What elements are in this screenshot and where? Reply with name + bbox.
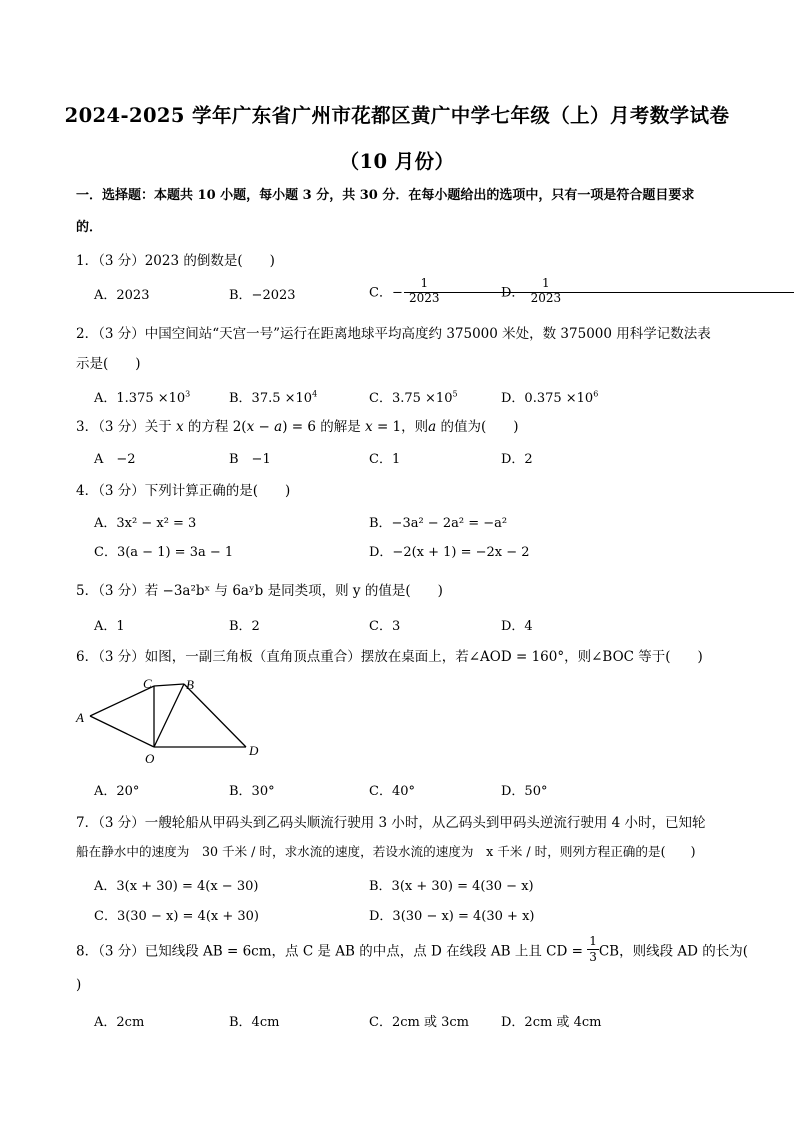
q7-option-c[interactable]: C．3(30 − x) = 4(x + 30) [94, 909, 259, 924]
label-o: O [145, 751, 155, 766]
question-2-stem-cont: 示是( ) [76, 356, 141, 372]
label-a: A [76, 710, 84, 725]
q8-option-d[interactable]: D．2cm 或 4cm [501, 1015, 602, 1030]
q1-option-d[interactable] [501, 276, 563, 306]
q6-option-b[interactable]: B．30° [229, 784, 275, 799]
q5-option-b[interactable]: B．2 [229, 619, 260, 634]
q7-option-b[interactable]: B．3(x + 30) = 4(30 − x) [369, 879, 534, 894]
label-c: C [143, 676, 152, 691]
q3-option-d[interactable]: D．2 [501, 452, 533, 467]
question-7-stem: 7．（3 分）一艘轮船从甲码头到乙码头顺流行驶用 3 小时，从乙码头到甲码头逆流行驶用 4 小时，已知轮 [76, 815, 706, 831]
q8-option-c[interactable]: C．2cm 或 3cm [369, 1015, 469, 1030]
question-8-stem-cont: ) [76, 977, 82, 993]
question-5-stem: 5．（3 分）若 −3a²bˣ 与 6aʸb 是同类项，则 y 的值是( ) [76, 583, 443, 599]
section-heading: 一．选择题：本题共 10 小题，每小题 3 分，共 30 分．在每小题给出的选项中，只有一项是符合题目要求 [76, 188, 695, 203]
q1-option-c-fraction: 1 2023 [408, 276, 440, 305]
q6-option-c[interactable]: C．40° [369, 784, 415, 799]
q2-option-c[interactable]: C．$3.75 \times 10^5$ [369, 389, 458, 406]
q8-fraction: $\frac{1}{3}$ [589, 934, 597, 964]
fraction-rule-line [404, 292, 794, 293]
q3-option-b[interactable]: B −1 [229, 452, 271, 467]
triangle-set-figure [74, 674, 264, 768]
q7-option-d[interactable]: D．3(30 − x) = 4(30 + x) [369, 909, 535, 924]
question-3-stem: 3．（3 分）关于 x 的方程 2(x − a) = 6 的解是 x = 1，则a 的值为( ) [76, 419, 519, 435]
question-8-stem: 8．（3 分）已知线段 AB = 6cm，点 C 是 AB 的中点，点 D 在线段 AB 上且 CD = $\frac{1}{3}$ CB，则线段 AD 的长为( [76, 934, 749, 964]
q2-option-a[interactable]: A．$1.375 \times 10^3$ [94, 389, 191, 406]
question-4-stem: 4．（3 分）下列计算正确的是( ) [76, 483, 291, 499]
segment-bd [184, 684, 246, 747]
q6-option-a[interactable]: A．20° [94, 784, 140, 799]
question-6-stem: 6．（3 分）如图，一副三角板（直角顶点重合）摆放在桌面上，若∠AOD = 160°，则∠BOC 等于( ) [76, 649, 703, 665]
q8-option-b[interactable]: B．4cm [229, 1015, 280, 1030]
label-d: D [249, 743, 259, 758]
q4-option-d[interactable]: D．−2(x + 1) = −2x − 2 [369, 545, 530, 560]
q1-option-d-prefix: D． [501, 285, 525, 301]
question-1-stem: 1．（3 分）2023 的倒数是( ) [76, 253, 275, 269]
section-heading-cont: 的． [76, 220, 103, 235]
page-subtitle: （10 月份） [339, 150, 455, 173]
page-title: 2024-2025 学年广东省广州市花都区黄广中学七年级（上）月考数学试卷 [64, 104, 730, 127]
q3-option-c[interactable]: C．1 [369, 452, 401, 467]
q8-option-a[interactable]: A．2cm [94, 1015, 145, 1030]
q3-option-a[interactable]: A −2 [94, 452, 136, 467]
q4-option-a[interactable]: A．3x² − x² = 3 [94, 516, 197, 531]
q4-option-b[interactable]: B．−3a² − 2a² = −a² [369, 516, 508, 531]
q7-option-a[interactable]: A．3(x + 30) = 4(x − 30) [94, 879, 259, 894]
q5-option-a[interactable]: A．1 [94, 619, 125, 634]
q2-option-d[interactable]: D．$0.375 \times 10^6$ [501, 389, 599, 406]
q5-option-d[interactable]: D．4 [501, 619, 533, 634]
q1-option-d-fraction: 1 2023 [530, 276, 562, 305]
question-2-stem: 2．（3 分）中国空间站“天宫一号”运行在距离地球平均高度约 375000 米处，数 375000 用科学记数法表 [76, 326, 711, 342]
q2-option-b[interactable]: B．$37.5 \times 10^4$ [229, 389, 318, 406]
question-7-stem-cont: 船在静水中的速度为 30 千米 / 时，求水流的速度，若设水流的速度为 x 千米 / 时，则列方程正确的是( ) [76, 844, 696, 859]
q4-option-c[interactable]: C．3(a − 1) = 3a − 1 [94, 545, 234, 560]
q1-option-c-prefix: C．− [369, 285, 403, 301]
segment-cb [154, 684, 184, 686]
q1-option-c[interactable] [369, 276, 442, 306]
q6-option-d[interactable]: D．50° [501, 784, 548, 799]
segment-ao [90, 716, 154, 747]
q1-option-a[interactable]: A．2023 [94, 288, 150, 303]
q5-option-c[interactable]: C．3 [369, 619, 401, 634]
q1-option-b[interactable]: B．−2023 [229, 288, 296, 303]
segment-bo [154, 684, 184, 747]
label-b: B [186, 677, 194, 692]
